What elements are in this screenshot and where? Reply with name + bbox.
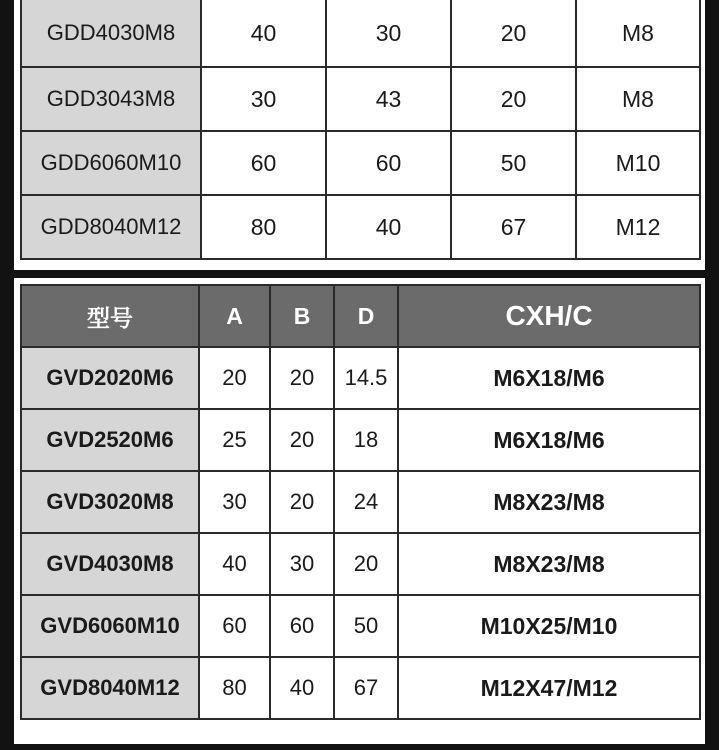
b-cell: 20 <box>270 471 334 533</box>
table-row <box>21 0 700 67</box>
b-cell: 20 <box>270 347 334 409</box>
value-cell: 80 <box>201 195 326 259</box>
value-cell: 43 <box>326 67 451 131</box>
a-cell: 20 <box>199 347 270 409</box>
a-cell: 40 <box>199 533 270 595</box>
a-cell: 30 <box>199 471 270 533</box>
value-cell: 30 <box>201 67 326 131</box>
value-cell: 40 <box>326 195 451 259</box>
table-row <box>21 131 700 195</box>
b-cell: 30 <box>270 533 334 595</box>
model-cell: GDD4030M8 <box>21 0 201 67</box>
model-cell: GVD8040M12 <box>21 657 199 719</box>
model-cell: GVD4030M8 <box>21 533 199 595</box>
d-cell: 50 <box>334 595 398 657</box>
table-row <box>21 533 700 595</box>
a-cell: 80 <box>199 657 270 719</box>
cxh-cell: M6X18/M6 <box>398 347 700 409</box>
top-spec-panel <box>14 0 705 270</box>
model-cell: GDD6060M10 <box>21 131 201 195</box>
header-d: D <box>334 285 398 347</box>
thread-cell: M10 <box>576 131 700 195</box>
value-cell: 50 <box>451 131 576 195</box>
d-cell: 24 <box>334 471 398 533</box>
b-cell: 60 <box>270 595 334 657</box>
cxh-cell: M8X23/M8 <box>398 533 700 595</box>
d-cell: 18 <box>334 409 398 471</box>
model-cell: GDD3043M8 <box>21 67 201 131</box>
cxh-cell: M12X47/M12 <box>398 657 700 719</box>
header-a: A <box>199 285 270 347</box>
model-cell: GVD2020M6 <box>21 347 199 409</box>
value-cell: 67 <box>451 195 576 259</box>
table-row <box>21 347 700 409</box>
cxh-cell: M10X25/M10 <box>398 595 700 657</box>
thread-cell: M8 <box>576 67 700 131</box>
table-row <box>21 409 700 471</box>
bottom-spec-panel <box>14 278 705 744</box>
a-cell: 25 <box>199 409 270 471</box>
thread-cell: M8 <box>576 0 700 67</box>
header-b: B <box>270 285 334 347</box>
gvd-spec-table <box>20 284 701 720</box>
table-row <box>21 195 700 259</box>
header-model: 型号 <box>21 285 199 347</box>
b-cell: 20 <box>270 409 334 471</box>
cxh-cell: M8X23/M8 <box>398 471 700 533</box>
header-cxh: CXH/C <box>398 285 700 347</box>
model-cell: GVD2520M6 <box>21 409 199 471</box>
header-row <box>21 285 700 347</box>
table-row <box>21 471 700 533</box>
table-row <box>21 657 700 719</box>
d-cell: 14.5 <box>334 347 398 409</box>
gdd-spec-table <box>20 0 701 260</box>
table-row <box>21 67 700 131</box>
thread-cell: M12 <box>576 195 700 259</box>
d-cell: 67 <box>334 657 398 719</box>
model-cell: GVD6060M10 <box>21 595 199 657</box>
model-cell: GDD8040M12 <box>21 195 201 259</box>
a-cell: 60 <box>199 595 270 657</box>
cxh-cell: M6X18/M6 <box>398 409 700 471</box>
value-cell: 30 <box>326 0 451 67</box>
table-row <box>21 595 700 657</box>
b-cell: 40 <box>270 657 334 719</box>
value-cell: 40 <box>201 0 326 67</box>
value-cell: 20 <box>451 0 576 67</box>
value-cell: 60 <box>326 131 451 195</box>
value-cell: 60 <box>201 131 326 195</box>
value-cell: 20 <box>451 67 576 131</box>
d-cell: 20 <box>334 533 398 595</box>
model-cell: GVD3020M8 <box>21 471 199 533</box>
